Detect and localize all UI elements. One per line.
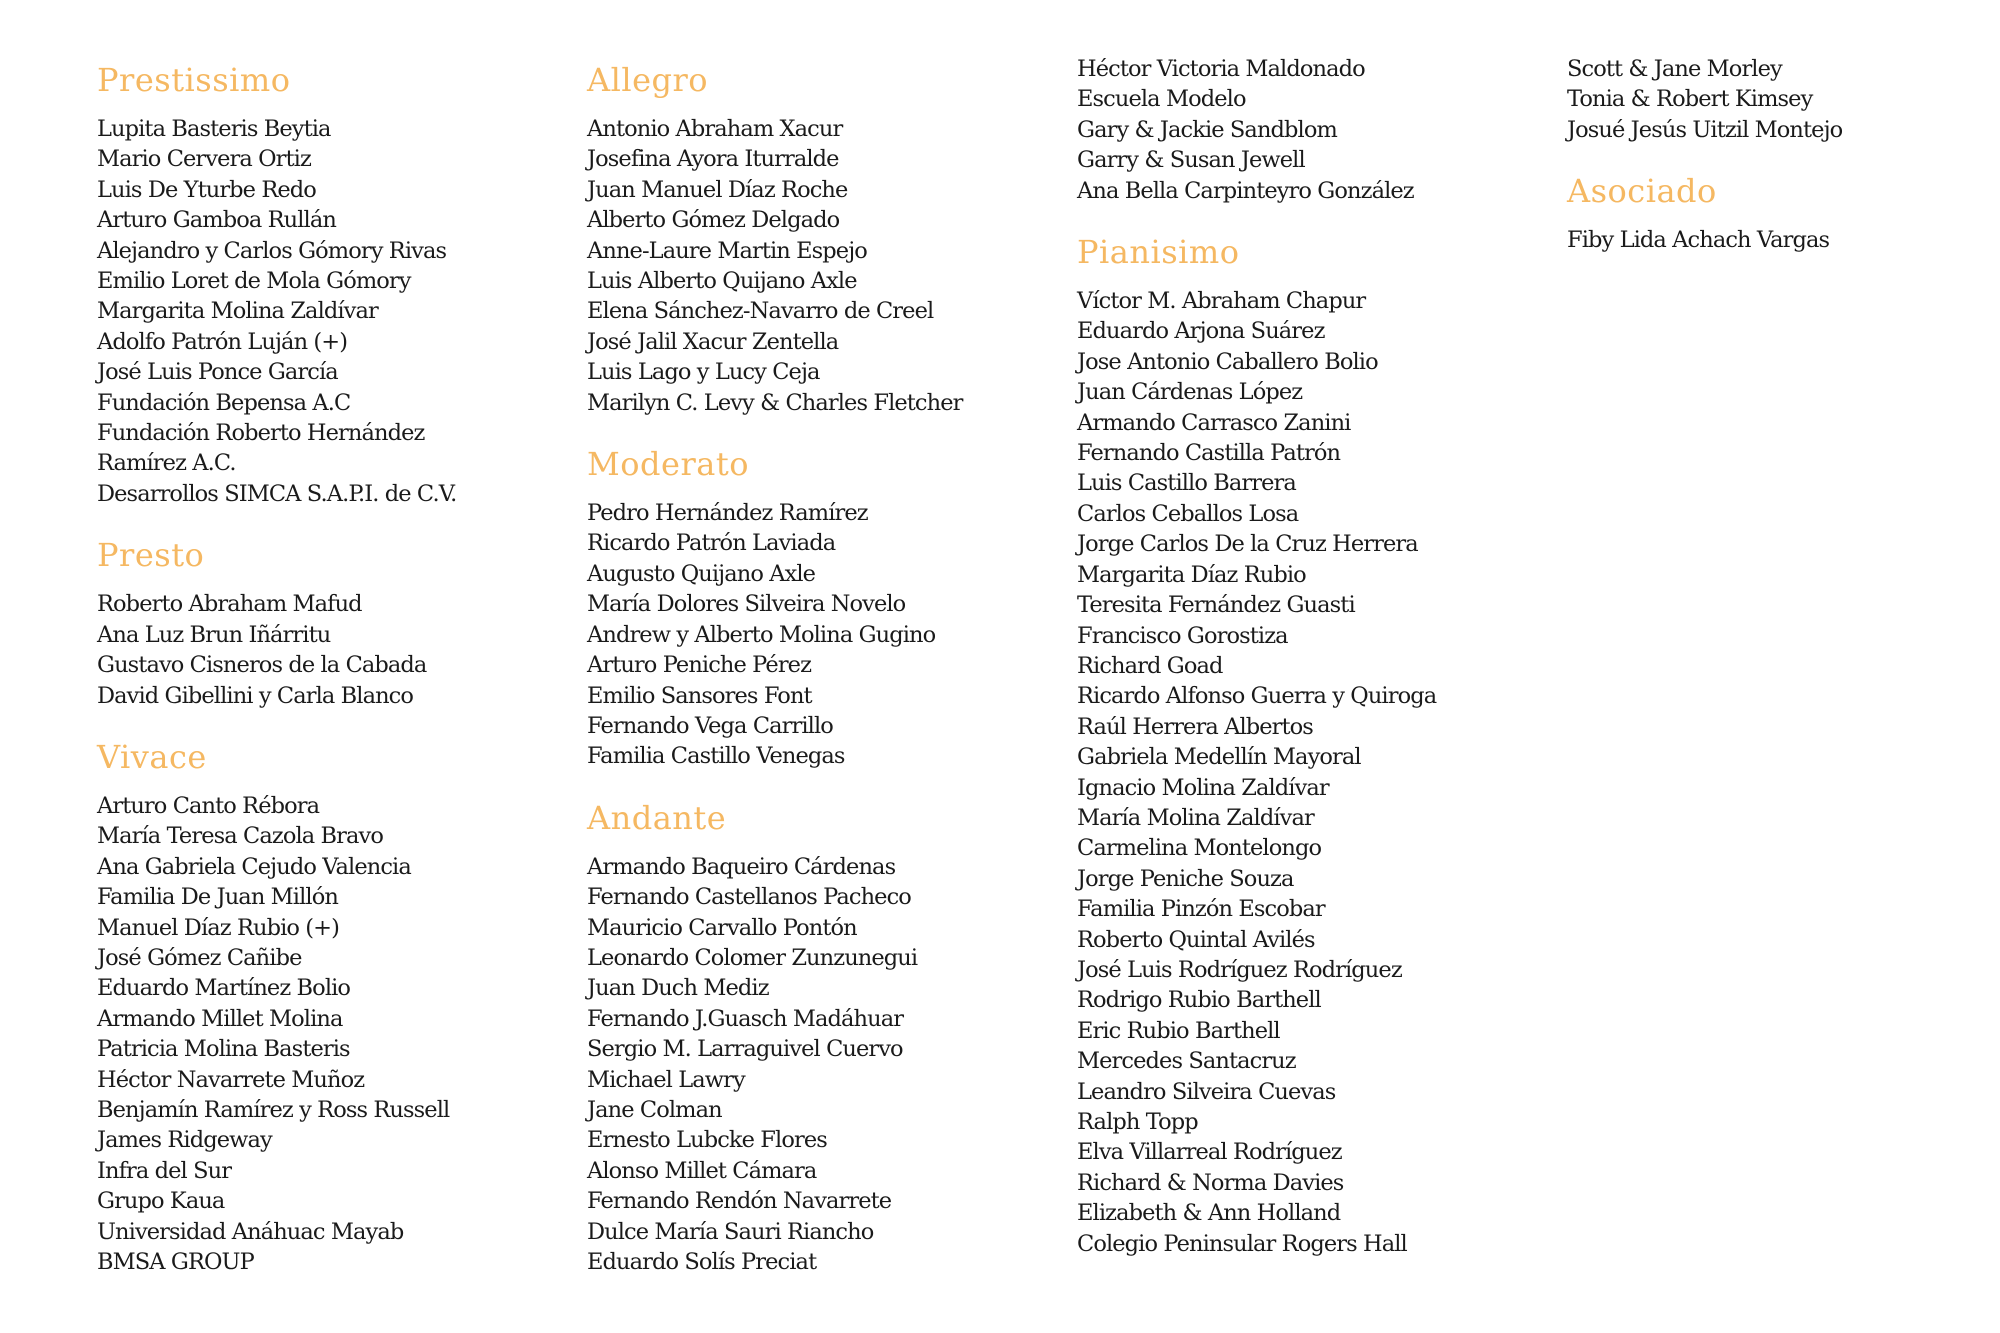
section-prestissimo: [97, 54, 567, 509]
donor-name: Carmelina Montelongo: [1077, 835, 1322, 862]
donor-name: Fernando Castilla Patrón: [1077, 440, 1341, 467]
donor-name: Armando Baqueiro Cárdenas: [587, 853, 896, 880]
donor-name: Patricia Molina Basteris: [97, 1036, 350, 1063]
donor-name: Josefina Ayora Iturralde: [587, 146, 839, 173]
donor-name: Alejandro y Carlos Gómory Rivas: [97, 237, 447, 264]
donor-name: Eric Rubio Barthell: [1077, 1017, 1280, 1044]
donor-name: Luis De Yturbe Redo: [97, 176, 316, 203]
donor-name: Desarrollos SIMCA S.A.P.I. de C.V.: [97, 480, 457, 507]
name-list-andante-continued: [1077, 54, 1547, 206]
donor-name: María Molina Zaldívar: [1077, 804, 1314, 831]
donor-name: Alberto Gómez Delgado: [587, 207, 840, 234]
donor-name: María Dolores Silveira Novelo: [587, 591, 906, 618]
donor-name: José Luis Rodríguez Rodríguez: [1077, 956, 1402, 983]
section-heading-pianisimo: Pianisimo: [1077, 233, 1240, 272]
donor-name: Mercedes Santacruz: [1077, 1048, 1296, 1075]
donor-name: Josué Jesús Uitzil Montejo: [1567, 116, 1843, 143]
donor-name: Fernando Rendón Navarrete: [587, 1188, 892, 1215]
name-list-prestissimo: [97, 114, 567, 509]
donor-name: Familia De Juan Millón: [97, 884, 338, 911]
donor-name: Infra del Sur: [97, 1157, 232, 1184]
name-list-pianisimo: [1077, 286, 1547, 1259]
donor-name: Elizabeth & Ann Holland: [1077, 1200, 1341, 1227]
section-heading-andante: Andante: [587, 798, 727, 837]
donor-name: Jane Colman: [587, 1096, 722, 1123]
donor-name: Jorge Carlos De la Cruz Herrera: [1077, 531, 1418, 558]
donor-name: Fernando Vega Carrillo: [587, 712, 833, 739]
column-4: [1567, 54, 2000, 276]
donor-name: Roberto Abraham Mafud: [97, 591, 362, 618]
donor-name: Eduardo Martínez Bolio: [97, 975, 351, 1002]
donor-name: Gabriela Medellín Mayoral: [1077, 744, 1361, 771]
donor-name: Ana Luz Brun Iñárritu: [97, 621, 331, 648]
donor-name: Tonia & Robert Kimsey: [1567, 86, 1813, 113]
donor-name: Arturo Canto Rébora: [97, 792, 320, 819]
donor-name: Richard Goad: [1077, 652, 1223, 679]
name-list-vivace: [97, 791, 567, 1278]
donor-name: Emilio Sansores Font: [587, 682, 812, 709]
donor-name: Familia Castillo Venegas: [587, 743, 845, 770]
donor-name: Jose Antonio Caballero Bolio: [1077, 348, 1378, 375]
donor-name: Ralph Topp: [1077, 1109, 1198, 1135]
section-heading-asociado: Asociado: [1567, 172, 1717, 211]
donor-name: Dulce María Sauri Riancho: [587, 1218, 874, 1245]
donor-name: Rodrigo Rubio Barthell: [1077, 987, 1321, 1014]
section-asociado: [1567, 165, 2000, 255]
donor-name: Ricardo Patrón Laviada: [587, 530, 836, 557]
donor-name: Pedro Hernández Ramírez: [587, 500, 868, 527]
donor-name: Juan Cárdenas López: [1077, 379, 1303, 406]
donor-name: Ana Bella Carpinteyro González: [1077, 177, 1414, 204]
donor-name: Lupita Basteris Beytia: [97, 116, 331, 142]
donor-name: Arturo Gamboa Rullán: [97, 207, 336, 234]
section-andante-continued: [1077, 54, 1547, 206]
donor-name: Margarita Díaz Rubio: [1077, 561, 1306, 588]
donor-name: Garry & Susan Jewell: [1077, 147, 1305, 174]
section-vivace: [97, 731, 567, 1278]
donor-name: Fernando J.Guasch Madáhuar: [587, 1005, 904, 1032]
donor-name: Fiby Lida Achach Vargas: [1567, 227, 1830, 254]
column-1: [97, 54, 567, 1297]
donor-name: Jorge Peniche Souza: [1077, 865, 1294, 892]
donor-name: Anne-Laure Martin Espejo: [587, 237, 867, 264]
donor-name: Benjamín Ramírez y Ross Russell: [97, 1096, 450, 1123]
donor-name: Armando Carrasco Zanini: [1077, 409, 1351, 436]
donor-name: Eduardo Solís Preciat: [587, 1249, 817, 1275]
donor-name: José Jalil Xacur Zentella: [587, 328, 839, 355]
section-heading-prestissimo: Prestissimo: [97, 61, 291, 99]
donor-name: Héctor Navarrete Muñoz: [97, 1066, 365, 1093]
donor-name: Ignacio Molina Zaldívar: [1077, 774, 1329, 801]
donor-name: Armando Millet Molina: [97, 1005, 343, 1032]
donor-name: Elena Sánchez-Navarro de Creel: [587, 298, 934, 325]
column-2: [587, 54, 1057, 1297]
donor-name: Eduardo Arjona Suárez: [1077, 318, 1325, 345]
section-heading-moderato: Moderato: [587, 445, 749, 484]
donor-name: Margarita Molina Zaldívar: [97, 298, 378, 325]
name-list-presto: [97, 589, 567, 711]
donor-name: Andrew y Alberto Molina Gugino: [587, 621, 936, 648]
section-heading-vivace: Vivace: [97, 737, 207, 776]
donor-name: Ramírez A.C.: [97, 450, 236, 477]
section-pianisimo-continued: [1567, 54, 2000, 145]
donor-name: Elva Villarreal Rodríguez: [1077, 1139, 1342, 1166]
donor-name: Richard & Norma Davies: [1077, 1169, 1344, 1196]
donor-name: Scott & Jane Morley: [1567, 56, 1782, 82]
donor-name: Héctor Victoria Maldonado: [1077, 56, 1365, 82]
donor-name: Familia Pinzón Escobar: [1077, 896, 1325, 923]
donor-name: Michael Lawry: [587, 1066, 745, 1093]
donor-name: Fundación Roberto Hernández: [97, 420, 425, 447]
donor-name: Mauricio Carvallo Pontón: [587, 914, 857, 941]
donor-name: Luis Alberto Quijano Axle: [587, 268, 857, 295]
section-heading-allegro: Allegro: [587, 61, 709, 99]
name-list-allegro: [587, 114, 1057, 418]
donor-name: Fundación Bepensa A.C: [97, 389, 351, 416]
donor-name: Ricardo Alfonso Guerra y Quiroga: [1077, 683, 1437, 710]
donor-name: Universidad Anáhuac Mayab: [97, 1218, 404, 1245]
donor-name: Manuel Díaz Rubio (+): [97, 914, 339, 941]
donor-name: Teresita Fernández Guasti: [1077, 592, 1355, 619]
name-list-moderato: [587, 498, 1057, 772]
donor-name: Leonardo Colomer Zunzunegui: [587, 944, 918, 971]
donor-name: Augusto Quijano Axle: [587, 560, 816, 587]
donor-name: Colegio Peninsular Rogers Hall: [1077, 1230, 1407, 1257]
donor-name: Juan Manuel Díaz Roche: [587, 176, 848, 203]
donor-name: José Luis Ponce García: [97, 359, 338, 386]
donor-name: Ernesto Lubcke Flores: [587, 1127, 827, 1154]
column-3: [1077, 54, 1547, 1279]
donor-name: Gustavo Cisneros de la Cabada: [97, 652, 427, 679]
donor-name: Víctor M. Abraham Chapur: [1077, 288, 1366, 315]
donor-name: BMSA GROUP: [97, 1249, 254, 1275]
donor-name: Francisco Gorostiza: [1077, 622, 1288, 649]
donor-name: David Gibellini y Carla Blanco: [97, 682, 414, 709]
donor-name: Luis Castillo Barrera: [1077, 470, 1296, 497]
donor-name: Leandro Silveira Cuevas: [1077, 1078, 1336, 1105]
donor-name: Mario Cervera Ortiz: [97, 146, 311, 173]
donor-name: Marilyn C. Levy & Charles Fletcher: [587, 389, 963, 416]
section-presto: [97, 529, 567, 711]
donor-name: Roberto Quintal Avilés: [1077, 926, 1315, 953]
donor-name: Sergio M. Larraguivel Cuervo: [587, 1036, 903, 1063]
donor-name: Escuela Modelo: [1077, 86, 1246, 113]
section-moderato: [587, 438, 1057, 772]
section-andante: [587, 792, 1057, 1278]
name-list-pianisimo-continued: [1567, 54, 2000, 145]
donor-name: Alonso Millet Cámara: [587, 1157, 817, 1184]
section-allegro: [587, 54, 1057, 418]
donor-name: Raúl Herrera Albertos: [1077, 713, 1313, 740]
donor-name: María Teresa Cazola Bravo: [97, 823, 383, 850]
donor-name: Arturo Peniche Pérez: [587, 652, 812, 679]
donor-name: José Gómez Cañibe: [97, 944, 302, 971]
donor-name: Carlos Ceballos Losa: [1077, 500, 1299, 527]
name-list-andante: [587, 852, 1057, 1278]
donor-name: Gary & Jackie Sandblom: [1077, 116, 1337, 143]
section-pianisimo: [1077, 226, 1547, 1259]
section-heading-presto: Presto: [97, 536, 205, 575]
name-list-asociado: [1567, 225, 2000, 255]
donor-name: Luis Lago y Lucy Ceja: [587, 359, 820, 386]
donor-name: Grupo Kaua: [97, 1188, 225, 1215]
donor-name: Fernando Castellanos Pacheco: [587, 884, 911, 911]
donor-name: Ana Gabriela Cejudo Valencia: [97, 853, 411, 880]
donor-name: Antonio Abraham Xacur: [587, 116, 843, 142]
donor-name: Juan Duch Mediz: [587, 975, 769, 1002]
donor-name: Emilio Loret de Mola Gómory: [97, 268, 411, 295]
donor-name: Adolfo Patrón Luján (+): [97, 328, 348, 355]
donor-name: James Ridgeway: [97, 1127, 272, 1154]
